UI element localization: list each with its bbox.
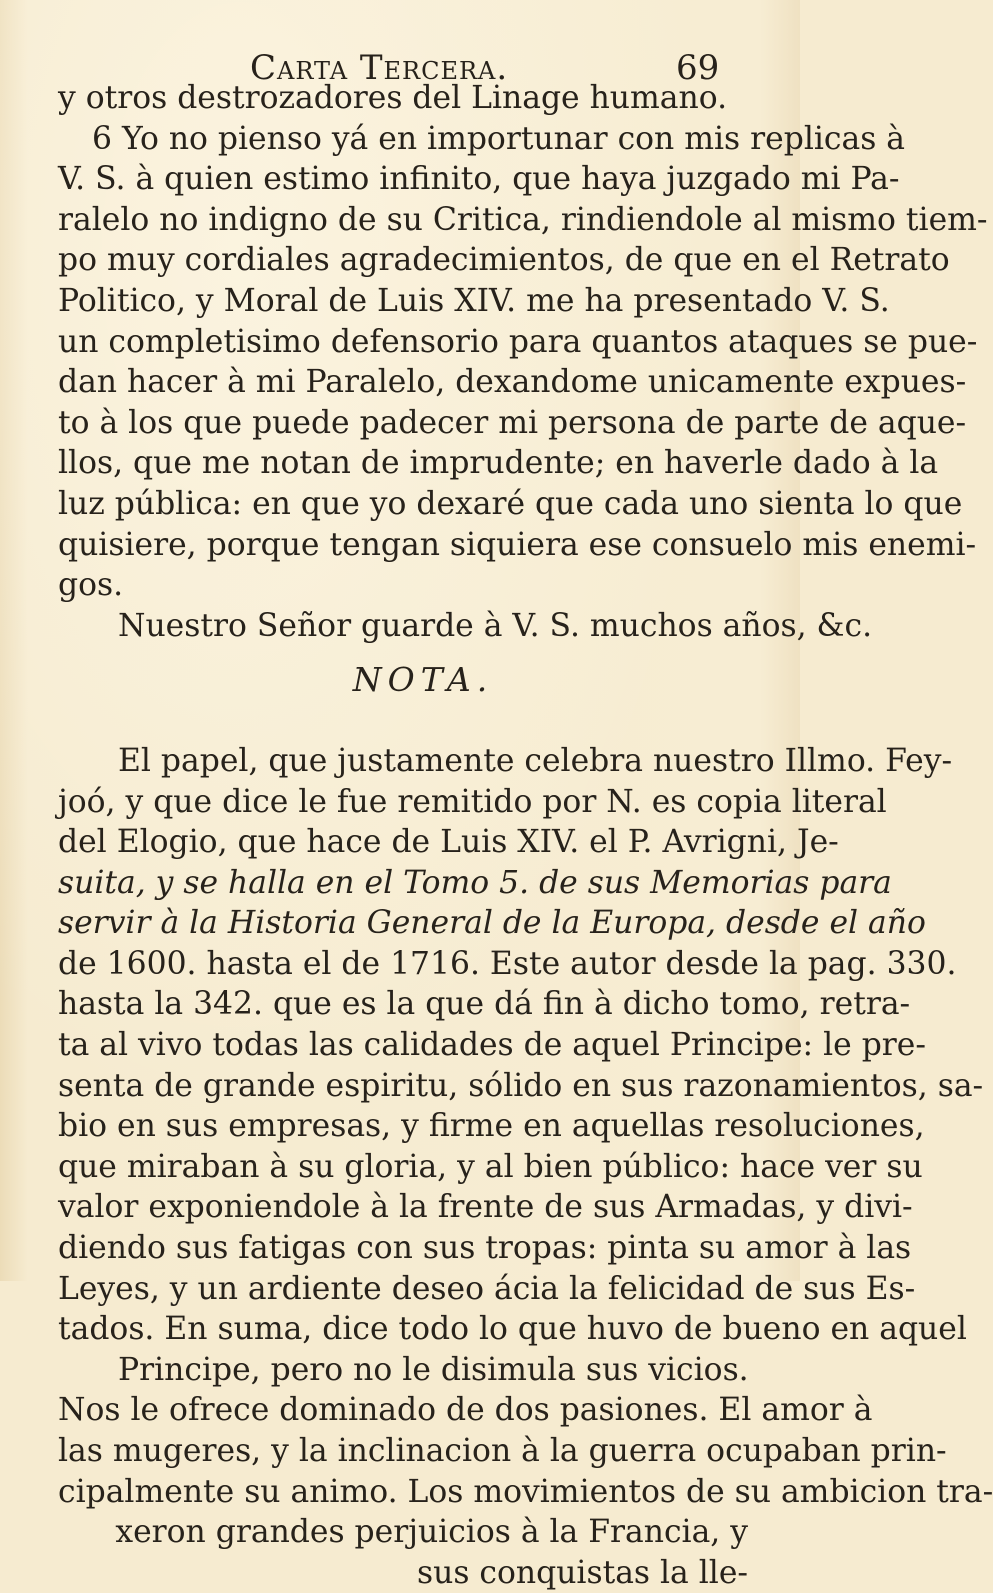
text-line: que miraban à su gloria, y al bien público: hace ver su xyxy=(58,1148,923,1185)
running-head: Carta Tercera. xyxy=(250,48,509,88)
text-line: 6 Yo no pienso yá en importunar con mis replicas à xyxy=(92,120,905,157)
text-line: luz pública: en que yo dexaré que cada uno sienta lo que xyxy=(58,485,963,522)
text-line: ralelo no indigno de su Critica, rindiendole al mismo tiem- xyxy=(58,201,988,238)
text-line: servir à la Historia General de la Europa, desde el año xyxy=(58,905,926,942)
text-line: suita, y se halla en el Tomo 5. de sus Memorias para xyxy=(58,864,892,901)
text-line: gos. xyxy=(58,567,124,604)
text-line: El papel, que justamente celebra nuestro Illmo. Fey- xyxy=(118,742,953,779)
text-line: joó, y que dice le fue remitido por N. es copia literal xyxy=(58,783,887,820)
text-line: po muy cordiales agradecimientos, de que en el Retrato xyxy=(58,242,950,279)
letter-text xyxy=(58,78,993,1591)
text-line: diendo sus fatigas con sus tropas: pinta su amor à las xyxy=(58,1230,912,1267)
text-line: hasta la 342. que es la que dá fin à dicho tomo, retra- xyxy=(58,986,911,1023)
text-line: un completisimo defensorio para quantos ataques se pue- xyxy=(58,323,978,360)
text-line: las mugeres, y la inclinacion à la guerra ocupaban prin- xyxy=(58,1433,947,1469)
text-line: y otros destrozadores del Linage humano. xyxy=(58,80,728,116)
text-line: Nos le ofrece dominado de dos pasiones. El amor à xyxy=(58,1392,873,1429)
page-number: 69 xyxy=(676,48,720,88)
text-line: del Elogio, que hace de Luis XIV. el P. Avrigni, Je- xyxy=(58,824,839,861)
closing-line: Nuestro Señor guarde à V. S. muchos años, &c. xyxy=(118,607,873,644)
text-line: Politico, y Moral de Luis XIV. me ha presentado V. S. xyxy=(58,282,890,319)
text-line: llos, que me notan de imprudente; en haverle dado à la xyxy=(58,445,939,482)
text-line: quisiere, porque tengan siquiera ese consuelo mis enemi- xyxy=(58,526,977,563)
text-line: cipalmente su animo. Los movimientos de su ambicion tra- xyxy=(58,1473,993,1510)
text-line: bio en sus empresas, y firme en aquellas resoluciones, xyxy=(58,1108,925,1145)
text-line: tados. En suma, dice todo lo que huvo de bueno en aquel xyxy=(58,1311,967,1348)
text-line: Leyes, y un ardiente deseo ácia la felicidad de sus Es- xyxy=(58,1270,916,1307)
catchword: xeron grandes perjuicios à la Francia, y sus conquistas la lle- xyxy=(115,1514,748,1591)
text-line: to à los que puede padecer mi persona de parte de aque- xyxy=(58,404,967,441)
text-line: ta al vivo todas las calidades de aquel Principe: le pre- xyxy=(58,1027,926,1064)
text-line: senta de grande espiritu, sólido en sus razonamientos, sa- xyxy=(58,1067,984,1104)
text-line: dan hacer à mi Paralelo, dexandome unicamente expues- xyxy=(58,364,967,401)
note-title: NOTA. xyxy=(352,660,494,700)
text-line: de 1600. hasta el de 1716. Este autor desde la pag. 330. xyxy=(58,945,957,982)
text-line: valor exponiendole à la frente de sus Armadas, y divi- xyxy=(58,1189,913,1226)
text-line: V. S. à quien estimo infinito, que haya juzgado mi Pa- xyxy=(58,161,900,198)
text-line: Principe, pero no le disimula sus vicios. xyxy=(118,1351,749,1388)
